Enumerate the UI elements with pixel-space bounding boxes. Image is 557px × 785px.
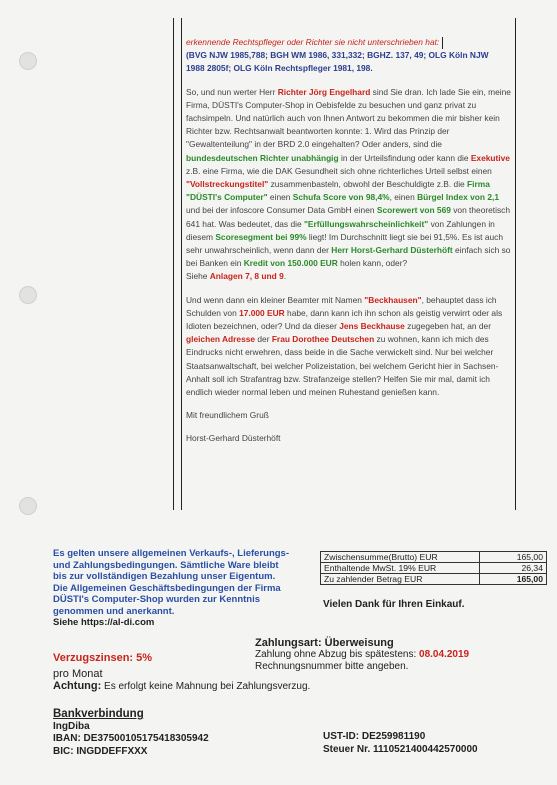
vat-id: UST-ID: DE259981190 <box>323 731 426 742</box>
highlighted-text: Exekutive <box>470 152 510 163</box>
interest-period: pro Monat <box>53 668 103 680</box>
letter-intro-line: erkennende Rechtspfleger oder Richter sie nicht unterschrieben hat: <box>186 36 514 49</box>
text-run: zu wohnen, kann ich mich des Eindrucks nicht erwehren, dass beide in die Sache verwickelt sind. Nur bei welcher Staatsanwaltschaft, bei welcher Polizeistation, bei welchem Gericht hier in Sachsen-Anhalt soll ich Strafantrag bzw. Strafanzeige stellen? Helfen Sie mir mal, damit ich endlich wieder normal leben und meinen Ruhestand genießen kann. <box>186 334 499 398</box>
highlighted-text: 17.000 EUR <box>239 307 285 318</box>
bank-heading: Bankverbindung <box>53 708 144 720</box>
highlighted-text: Kredit von 150.000 EUR <box>243 258 338 269</box>
letter-paragraph-beckhausen <box>186 294 514 400</box>
highlighted-text: bundesdeutschen Richter unabhängig <box>186 152 339 163</box>
bank-iban: IBAN: DE37500105175418305942 <box>53 733 209 744</box>
tax-details <box>323 731 478 756</box>
text-run: liegt! Im Durchschnitt liegt sie bei 91,5%. Es ist auch sehr unwahrscheinlich, wenn dann der <box>186 231 503 256</box>
payment-heading: Zahlungsart: Überweisung <box>255 637 394 649</box>
highlighted-text: "Vollstreckungstitel" <box>186 179 269 190</box>
text-run: in der Urteilsfindung oder kann die <box>338 152 471 163</box>
highlighted-text: Bürgel Index von 2,1 <box>417 192 499 203</box>
text-run: habe, dann kann ich ihn schon als geistig verwirrt oder als Idioten bezeichnen, oder? Und da dieser <box>186 307 503 332</box>
interest-rate: Verzugszinsen: 5% <box>53 652 153 664</box>
highlighted-text: Richter Jörg Engelhard <box>277 86 371 97</box>
terms-line: bis zur vollständigen Bezahlung unser Eigentum. <box>53 571 276 582</box>
text-run: zugegeben hat, an der <box>404 321 491 332</box>
terms-line: und Zahlungsbedingungen. Sämtliche Ware bleibt <box>53 559 279 571</box>
terms-notice <box>53 548 301 629</box>
highlighted-text: Jens Beckhause <box>339 321 405 332</box>
bank-bic: BIC: INGDDEFFXXX <box>53 745 148 757</box>
reminder-notice: Achtung: Es erfolgt keine Mahnung bei Zahlungsverzug. <box>53 680 311 692</box>
letter-closing: Mit freundlichem Gruß <box>186 410 269 421</box>
bank-details <box>53 708 209 758</box>
text-run: sind Sie dran. Ich lade Sie ein, meine Firma, DÜSTI's Computer-Shop in Oebisfelde zu besuchen und ganz privat zu fachsimpeln. Und natürlich auch von Ihnen Antwort zu bekommen die mir bisher kein Richter bzw. Rechtsanwalt beantworten konnte: 1. Wird das Prinzip der "Gewaltenteilung" in der BRD 2.0 eingehalten? Oder anders, sind die <box>186 86 511 150</box>
terms-line: Es gelten unsere allgemeinen Verkaufs-, Lieferungs- <box>53 548 289 559</box>
thank-you-note: Vielen Dank für Ihren Einkauf. <box>323 599 465 610</box>
text-run: , einen <box>389 192 418 203</box>
totals-row-subtotal: Zwischensumme(Brutto) EUR 165,00 <box>321 552 547 563</box>
text-run: , behauptet dass ich Schulden von <box>186 294 497 318</box>
payment-info <box>255 637 469 673</box>
payment-note: Rechnungsnummer bitte angeben. <box>255 661 409 672</box>
totals-table <box>320 551 547 585</box>
letter-paragraph-judge <box>186 86 514 271</box>
punch-hole-bottom <box>19 497 37 515</box>
frame-line-left-inner <box>181 18 182 510</box>
text-run: einfach sich so bei Banken ein <box>186 245 511 269</box>
totals-row-vat: Enthaltende MwSt. 19% EUR 26,34 <box>321 563 547 574</box>
punch-hole-middle <box>19 286 37 304</box>
payment-due-date: 08.04.2019 <box>419 649 470 660</box>
totals-row-due: Zu zahlender Betrag EUR 165,00 <box>321 574 547 585</box>
highlighted-text: Scoresegment bei 99% <box>215 231 307 242</box>
highlighted-text: gleichen Adresse <box>186 334 256 345</box>
terms-link: Siehe https://al-di.com <box>53 617 155 628</box>
text-run: und bei der infoscore Consumer Data GmbH einen <box>186 205 377 216</box>
text-run: z.B. eine Firma, wie die DAK Gesundheit sich ohne richterliches Urteil selbst einen <box>186 165 492 176</box>
punch-hole-top <box>19 52 37 70</box>
bank-name: IngDiba <box>53 720 90 732</box>
highlighted-text: Herr Horst-Gerhard Düsterhöft <box>331 245 453 256</box>
text-run: von theoretisch 641 hat. Was bedeutet, das die <box>186 205 511 229</box>
letter-body <box>186 36 514 446</box>
highlighted-text: Schufa Score von 98,4% <box>292 192 390 203</box>
terms-line: DÜSTI's Computer-Shop wurden zur Kenntnis <box>53 594 261 605</box>
highlighted-text: Firma "DÜSTI's Computer" <box>186 179 490 203</box>
text-run: einen <box>267 192 293 203</box>
text-run: So, und nun werter Herr <box>186 86 278 97</box>
frame-line-left <box>173 18 174 510</box>
text-run: zusammenbasteln, obwohl der Beschuldigte z.B. die <box>268 179 468 190</box>
highlighted-text: "Erfüllungswahrscheinlichkeit" <box>303 218 429 229</box>
text-run: Und wenn dann ein kleiner Beamter mit Namen <box>186 294 365 305</box>
letter-annex-reference: Siehe Anlagen 7, 8 und 9. <box>186 271 287 282</box>
text-run: holen kann, oder? <box>337 258 408 269</box>
highlighted-text: Scorewert von 569 <box>376 205 451 216</box>
terms-line: genommen und anerkannt. <box>53 605 175 617</box>
text-run: von Zahlungen in diesem <box>186 218 495 242</box>
letter-signature: Horst-Gerhard Düsterhöft <box>186 433 281 444</box>
highlighted-text: Frau Dorothee Deutschen <box>271 334 375 345</box>
terms-line: Die Allgemeinen Geschäftsbedingungen der Firma <box>53 582 281 594</box>
letter-citation: (BVG NJW 1985,788; BGH WM 1986, 331,332; BGHZ. 137, 49; OLG Köln NJW 1988 2805f; OLG Köln Rechtspfleger 1981, 198. <box>186 50 489 74</box>
frame-line-right <box>515 18 516 510</box>
payment-due: Zahlung ohne Abzug bis spätestens: 08.04.2019 <box>255 649 470 660</box>
tax-number: Steuer Nr. 1110521400442570000 <box>323 743 478 755</box>
text-cursor <box>442 37 443 49</box>
text-run: der <box>255 334 272 345</box>
highlighted-text: "Beckhausen" <box>364 294 422 305</box>
